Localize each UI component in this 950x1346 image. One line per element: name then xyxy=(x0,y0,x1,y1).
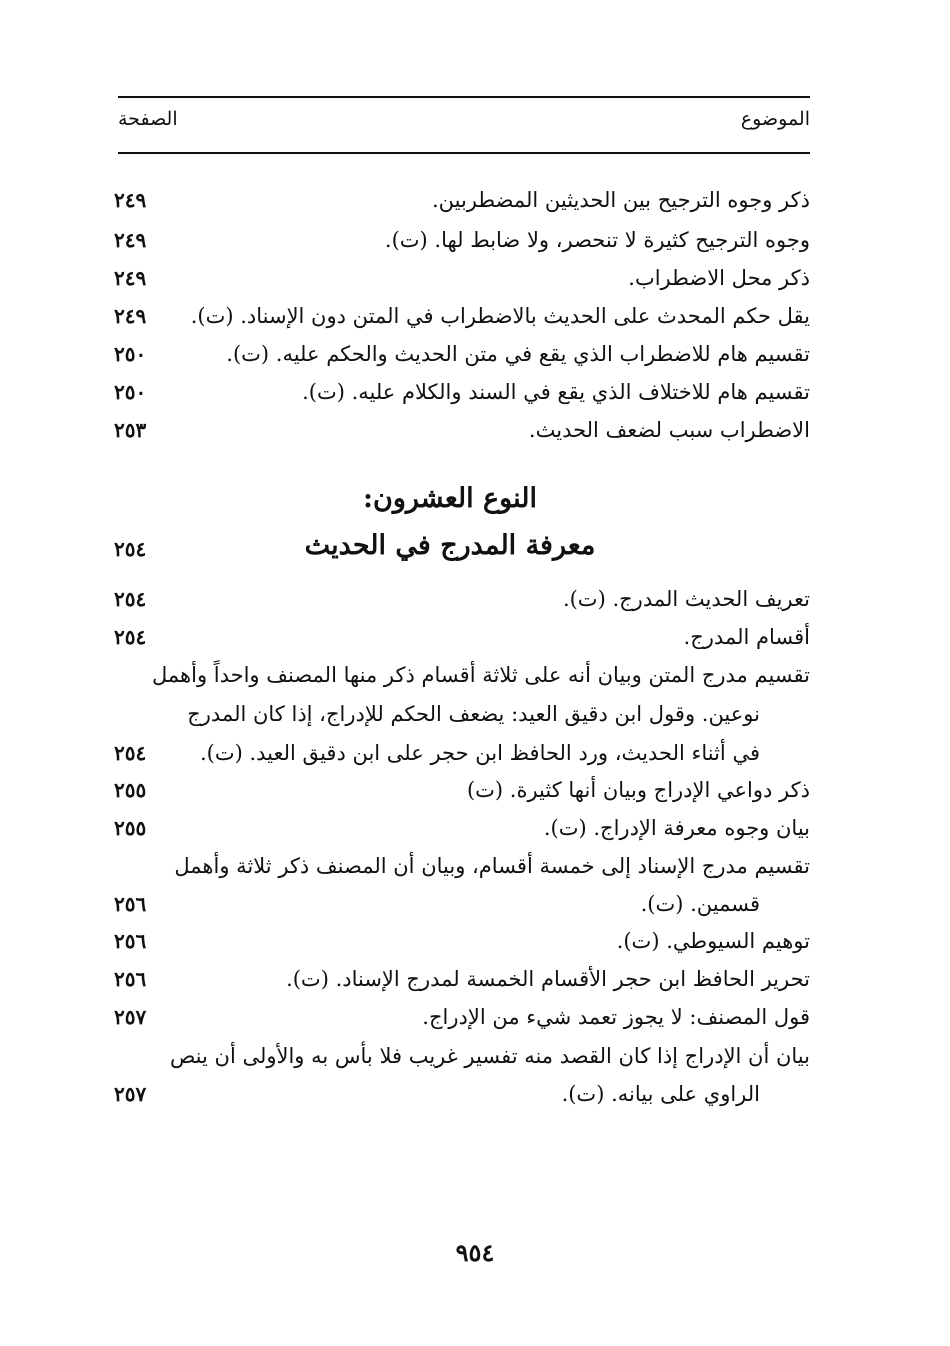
entry-text: في أثناء الحديث، ورد الحافظ ابن حجر على ابن دقيق العيد. (ت). xyxy=(199,741,760,765)
index-entry-continuation xyxy=(110,885,810,923)
entry-text: الاضطراب سبب لضعف الحديث. xyxy=(528,418,810,442)
entry-text: وجوه الترجيح كثيرة لا تنحصر، ولا ضابط لها. (ت). xyxy=(384,228,810,252)
index-entry xyxy=(110,1037,810,1075)
entry-text: قول المصنف: لا يجوز تعمد شيء من الإدراج. xyxy=(422,1005,810,1029)
index-entry xyxy=(110,411,810,449)
index-entry xyxy=(110,221,810,259)
entry-page-number: ٢٥٥ xyxy=(114,816,147,840)
entry-page-number: ٢٥٤ xyxy=(114,587,147,611)
entry-text: ذكر محل الاضطراب. xyxy=(628,266,810,290)
entry-text: تقسيم هام للاضطراب الذي يقع في متن الحديث والحكم عليه. (ت). xyxy=(226,342,810,366)
entry-page-number: ٢٥٥ xyxy=(114,778,147,802)
entry-text: تعريف الحديث المدرج. (ت). xyxy=(562,587,810,611)
index-entry xyxy=(110,960,810,998)
index-entry xyxy=(110,580,810,618)
entry-text: الراوي على بيانه. (ت). xyxy=(561,1082,760,1106)
index-entry xyxy=(110,656,810,694)
entry-page-number: ٢٥٣ xyxy=(114,418,147,442)
entry-page-number: ٢٤٩ xyxy=(114,266,147,290)
index-entry-continuation xyxy=(110,1075,810,1113)
entry-page-number: ٢٤٩ xyxy=(114,188,147,212)
entry-text: ذكر وجوه الترجيح بين الحديثين المضطربين. xyxy=(431,188,810,212)
index-entry xyxy=(110,922,810,960)
index-entry xyxy=(110,181,810,219)
section-page-row xyxy=(110,530,810,568)
entry-page-number: ٢٥٦ xyxy=(114,929,147,953)
index-entry xyxy=(110,335,810,373)
index-entry xyxy=(110,809,810,847)
section-title-line1: النوع العشرون: xyxy=(363,483,537,514)
entry-text: تحرير الحافظ ابن حجر الأقسام الخمسة لمدرج الإسناد. (ت). xyxy=(286,967,810,991)
page-number-footer: ٩٥٤ xyxy=(455,1238,495,1267)
table-header xyxy=(118,96,810,154)
entry-text: يقل حكم المحدث على الحديث بالاضطراب في المتن دون الإسناد. (ت). xyxy=(190,304,810,328)
entry-text: تقسيم مدرج المتن وبيان أنه على ثلاثة أقسام ذكر منها المصنف واحداً وأهمل xyxy=(151,663,810,687)
index-entry xyxy=(110,771,810,809)
entry-page-number: ٢٥٤ xyxy=(114,625,147,649)
index-entry xyxy=(110,297,810,335)
index-entry-continuation xyxy=(110,734,810,772)
entry-page-number: ٢٤٩ xyxy=(114,304,147,328)
entry-text: ذكر دواعي الإدراج وبيان أنها كثيرة. (ت) xyxy=(466,778,810,802)
entry-page-number: ٢٥٧ xyxy=(114,1082,147,1106)
index-entry xyxy=(110,998,810,1036)
section-page-number: ٢٥٤ xyxy=(114,537,147,561)
entry-text: نوعين. وقول ابن دقيق العيد: يضعف الحكم للإدراج، إذا كان المدرج xyxy=(187,702,760,726)
index-entry xyxy=(110,373,810,411)
index-entry xyxy=(110,847,810,885)
entry-text: بيان وجوه معرفة الإدراج. (ت). xyxy=(543,816,810,840)
section-title-line2: معرفة المدرج في الحديث xyxy=(304,530,596,561)
entry-page-number: ٢٥٧ xyxy=(114,1005,147,1029)
entry-page-number: ٢٥٠ xyxy=(114,342,147,366)
entry-text: توهيم السيوطي. (ت). xyxy=(616,929,810,953)
entry-text: بيان أن الإدراج إذا كان القصد منه تفسير غريب فلا بأس به والأولى أن ينص xyxy=(169,1044,810,1068)
index-entry xyxy=(110,618,810,656)
entry-text: أقسام المدرج. xyxy=(683,625,810,649)
page-column-label: الصفحة xyxy=(118,108,178,130)
topic-column-label: الموضوع xyxy=(740,108,810,130)
index-entry xyxy=(110,259,810,297)
entry-text: تقسيم هام للاختلاف الذي يقع في السند والكلام عليه. (ت). xyxy=(302,380,810,404)
entry-page-number: ٢٥٠ xyxy=(114,380,147,404)
entry-page-number: ٢٥٦ xyxy=(114,967,147,991)
entry-text: تقسيم مدرج الإسناد إلى خمسة أقسام، وبيان أن المصنف ذكر ثلاثة وأهمل xyxy=(174,854,810,878)
entry-page-number: ٢٥٦ xyxy=(114,892,147,916)
entry-page-number: ٢٥٤ xyxy=(114,741,147,765)
entry-page-number: ٢٤٩ xyxy=(114,228,147,252)
entry-text: قسمين. (ت). xyxy=(640,892,760,916)
index-entry-continuation xyxy=(110,695,810,733)
